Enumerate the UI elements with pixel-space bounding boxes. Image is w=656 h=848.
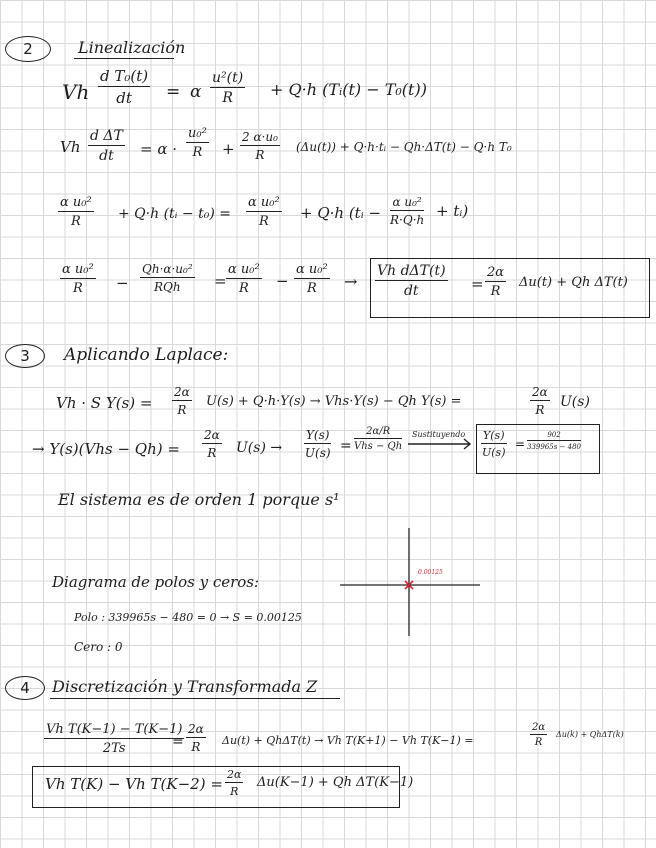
- substitution-arrow: [408, 439, 470, 449]
- poles-zeros-title: Diagrama de polos y ceros:: [52, 573, 260, 591]
- section-title-laplace: Aplicando Laplace:: [64, 345, 229, 365]
- section-number-2: 2: [5, 36, 51, 62]
- result-box-transfer: Y(s) U(s) = 902 339965s − 480: [476, 424, 600, 474]
- result-box-linearized: Vh dΔT(t) dt = 2α R Δu(t) + Qh ΔT(t): [370, 258, 650, 318]
- pole-value: Polo : 339965s − 480 = 0 → S = 0.00125: [74, 611, 302, 624]
- pole-zero-axes: [340, 528, 480, 636]
- section-number-4: 4: [5, 676, 45, 700]
- order-statement: El sistema es de orden 1 porque s¹: [58, 490, 340, 509]
- section-number-3: 3: [5, 344, 45, 368]
- pole-plot-label: 0.00125: [418, 569, 443, 576]
- section-title-discretization: Discretización y Transformada Z: [52, 677, 318, 696]
- result-box-discrete: Vh T(K) − Vh T(K−2) = 2α R Δu(K−1) + Qh ΔT(K−1): [32, 766, 400, 808]
- section-title-linearizacion: Linealización: [78, 38, 186, 57]
- zero-value: Cero : 0: [74, 640, 123, 654]
